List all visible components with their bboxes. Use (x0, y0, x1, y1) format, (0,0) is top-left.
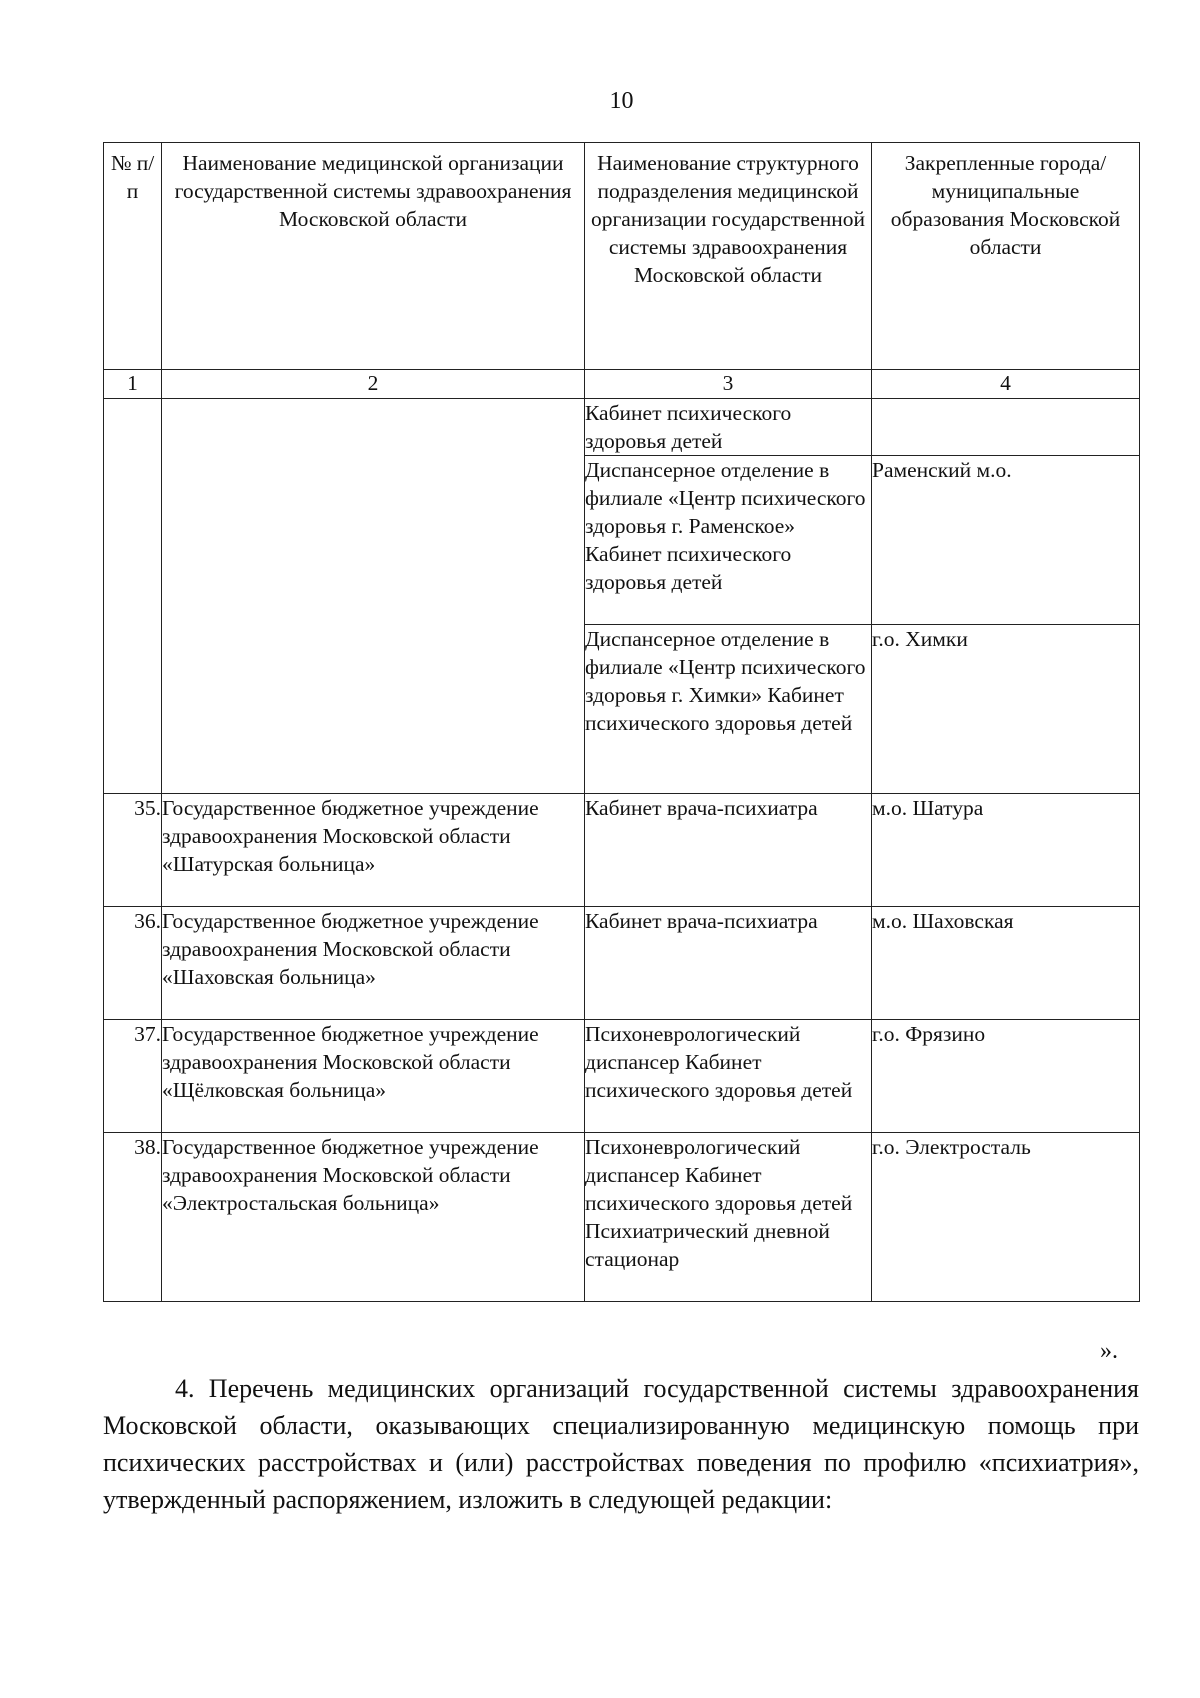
institutions-table (103, 142, 1140, 1302)
row-number-cell (104, 399, 162, 794)
column-number-row (104, 370, 1140, 399)
subdivision-cell: Диспансерное отделение в филиале «Центр психического здоровья г. Раменское» Кабинет психического здоровья детей (585, 456, 872, 625)
row-number-cell: 36. (104, 907, 162, 1020)
table-row (104, 1133, 1140, 1302)
table-row (104, 794, 1140, 907)
subdivision-cell: Кабинет психического здоровья детей (585, 399, 872, 456)
column-number: 2 (162, 370, 585, 399)
column-number: 1 (104, 370, 162, 399)
header-municipality: Закрепленные города/муниципальные образования Московской области (872, 143, 1140, 370)
page-number: 10 (609, 88, 634, 114)
organization-cell: Государственное бюджетное учреждение здравоохранения Московской области «Электростальская больница» (162, 1133, 585, 1302)
row-number-cell: 37. (104, 1020, 162, 1133)
header-subdivision: Наименование структурного подразделения медицинской организации государственной системы здравоохранения Московской области (585, 143, 872, 370)
municipality-cell (872, 399, 1140, 456)
municipality-cell: Раменский м.о. (872, 456, 1140, 625)
subdivision-cell: Диспансерное отделение в филиале «Центр психического здоровья г. Химки» Кабинет психического здоровья детей (585, 625, 872, 794)
body-paragraph: 4. Перечень медицинских организаций государственной системы здравоохранения Московской области, оказывающих специализированную медицинскую помощь при психических расстройствах и (или) расстройствах поведения по профилю «психиатрия», утвержденный распоряжением, изложить в следующей редакции: (103, 1374, 1139, 1514)
subdivision-cell: Кабинет врача-психиатра (585, 794, 872, 907)
row-number-cell: 38. (104, 1133, 162, 1302)
municipality-cell: г.о. Электросталь (872, 1133, 1140, 1302)
subdivision-cell: Кабинет врача-психиатра (585, 907, 872, 1020)
organization-cell: Государственное бюджетное учреждение здравоохранения Московской области «Шатурская больница» (162, 794, 585, 907)
organization-cell: Государственное бюджетное учреждение здравоохранения Московской области «Шаховская больница» (162, 907, 585, 1020)
municipality-cell: м.о. Шатура (872, 794, 1140, 907)
table-row (104, 1020, 1140, 1133)
row-number-cell: 35. (104, 794, 162, 907)
municipality-cell: м.о. Шаховская (872, 907, 1140, 1020)
subdivision-cell: Психоневрологический диспансер Кабинет психического здоровья детей Психиатрический дневной стационар (585, 1133, 872, 1302)
subdivision-cell: Психоневрологический диспансер Кабинет психического здоровья детей (585, 1020, 872, 1133)
column-number: 4 (872, 370, 1140, 399)
organization-cell: Государственное бюджетное учреждение здравоохранения Московской области «Щёлковская больница» (162, 1020, 585, 1133)
municipality-cell: г.о. Фрязино (872, 1020, 1140, 1133)
column-number: 3 (585, 370, 872, 399)
organization-cell (162, 399, 585, 794)
table-row (104, 399, 1140, 456)
header-organization: Наименование медицинской организации государственной системы здравоохранения Московской области (162, 143, 585, 370)
municipality-cell: г.о. Химки (872, 625, 1140, 794)
header-number: № п/п (104, 143, 162, 370)
table-header-row (104, 143, 1140, 370)
table-row (104, 907, 1140, 1020)
closing-quote: ». (1100, 1338, 1118, 1364)
